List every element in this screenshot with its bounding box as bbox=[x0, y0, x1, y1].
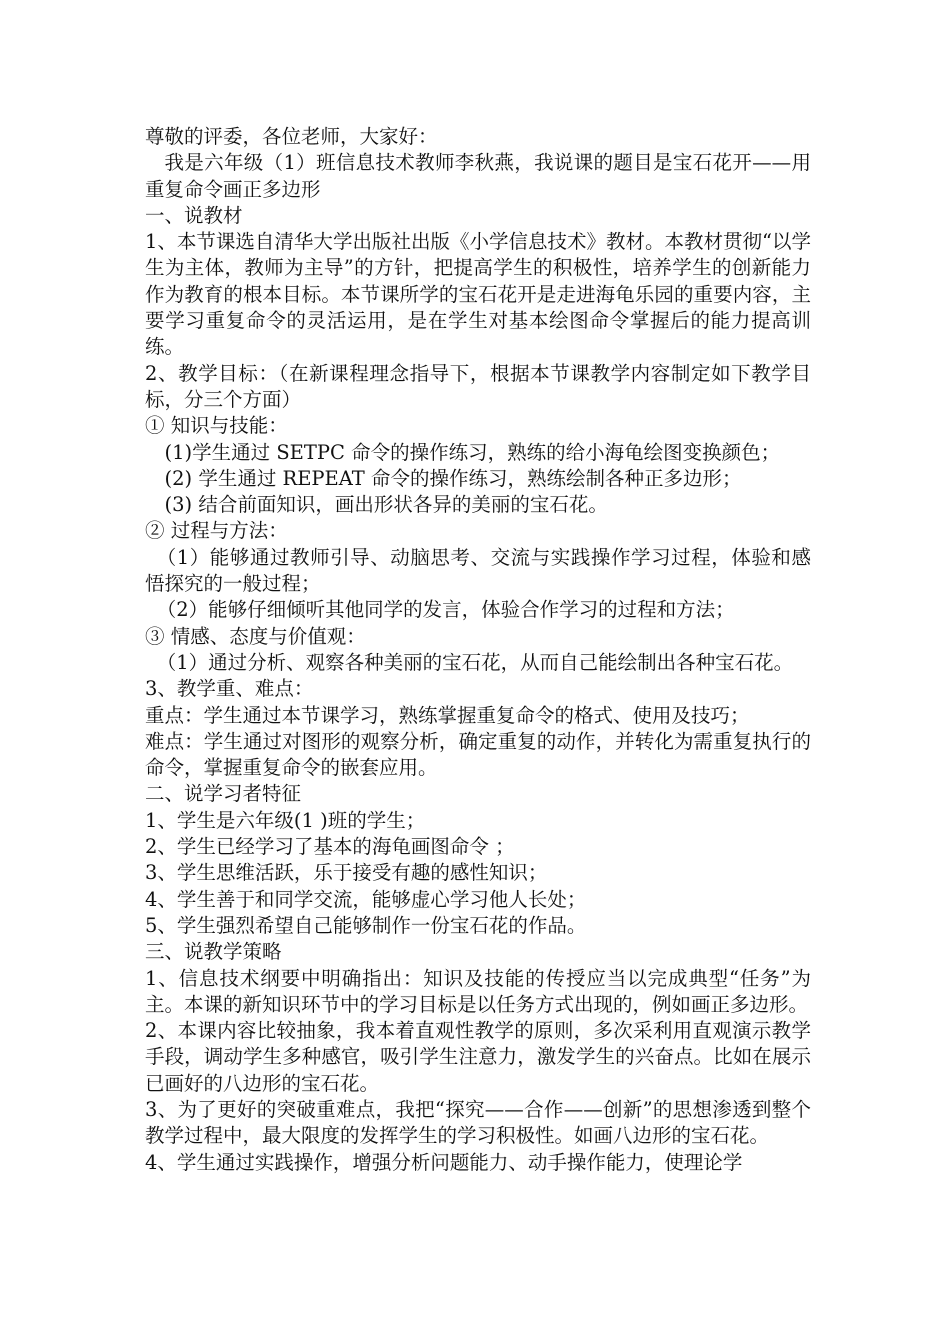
section-heading-strategy: 三、说教学策略 bbox=[145, 940, 282, 964]
teaching-goals-paragraph: 2、教学目标：（在新课程理念指导下，根据本节课教学内容制定如下教学目标，分三个方面） bbox=[145, 361, 811, 411]
process-item-1: （1）能够通过教师引导、动脑思考、交流与实践操作学习过程，体验和感悟探究的一般过程； bbox=[145, 545, 811, 596]
learner-item-3: 3、学生思维活跃，乐于接受有趣的感性知识； bbox=[145, 861, 548, 885]
goal-item-combine: (3) 结合前面知识，画出形状各异的美丽的宝石花。 bbox=[164, 493, 608, 517]
strategy-item-1: 1、信息技术纲要中明确指出：知识及技能的传授应当以完成典型“任务”为主。本课的新知识环节中的学习目标是以任务方式出现的，例如画正多边形。 bbox=[145, 966, 811, 1016]
strategy-item-3: 3、为了更好的突破重难点，我把“探究——合作——创新”的思想渗透到整个教学过程中，最大限度的发挥学生的学习积极性。如画八边形的宝石花。 bbox=[145, 1097, 811, 1148]
learner-item-4: 4、学生善于和同学交流，能够虚心学习他人长处； bbox=[145, 887, 587, 911]
key-points-heading: 3、教学重、难点： bbox=[145, 677, 314, 701]
subheading-process-methods: ② 过程与方法： bbox=[145, 519, 288, 543]
emotion-item-1: （1）通过分析、观察各种美丽的宝石花，从而自己能绘制出各种宝石花。 bbox=[156, 650, 794, 674]
key-point-paragraph: 重点：学生通过本节课学习，熟练掌握重复命令的格式、使用及技巧； bbox=[145, 703, 750, 727]
goal-item-setpc: (1)学生通过 SETPC 命令的操作练习，熟练的给小海龟绘图变换颜色； bbox=[164, 440, 781, 464]
strategy-item-4: 4、学生通过实践操作，增强分析问题能力、动手操作能力，使理论学 bbox=[145, 1150, 743, 1174]
textbook-paragraph: 1、本节课选自清华大学出版社出版《小学信息技术》教材。本教材贯彻“以学生为主体，教师为主导”的方针，把提高学生的积极性，培养学生的创新能力作为教育的根本目标。本节课所学的宝石花开是走进海龟乐园的重要内容，主要学习重复命令的灵活运用，是在学生对基本绘图命令掌握后的能力提高训练。 bbox=[145, 230, 811, 359]
learner-item-1: 1、学生是六年级(1 )班的学生； bbox=[145, 808, 426, 832]
learner-item-5: 5、学生强烈希望自己能够制作一份宝石花的作品。 bbox=[145, 913, 587, 937]
learner-item-2: 2、学生已经学习了基本的海龟画图命令 ； bbox=[145, 835, 515, 859]
strategy-item-2: 2、本课内容比较抽象，我本着直观性教学的原则，多次采利用直观演示教学手段，调动学生多种感官，吸引学生注意力，激发学生的兴奋点。比如在展示已画好的八边形的宝石花。 bbox=[145, 1019, 811, 1095]
subheading-knowledge-skills: ① 知识与技能： bbox=[145, 414, 288, 438]
subheading-emotion-values: ③ 情感、态度与价值观： bbox=[145, 624, 366, 648]
process-item-2: （2）能够仔细倾听其他同学的发言，体验合作学习的过程和方法； bbox=[156, 598, 735, 622]
greeting: 尊敬的评委，各位老师，大家好： bbox=[145, 125, 438, 148]
goal-item-repeat: (2) 学生通过 REPEAT 命令的操作练习，熟练绘制各种正多边形； bbox=[164, 466, 742, 490]
section-heading-textbook: 一、说教材 bbox=[145, 203, 243, 227]
difficulty-paragraph: 难点：学生通过对图形的观察分析，确定重复的动作，并转化为需重复执行的命令，掌握重复命令的嵌套应用。 bbox=[145, 729, 811, 780]
introduction-paragraph: 我是六年级（1）班信息技术教师李秋燕，我说课的题目是宝石花开——用重复命令画正多边形 bbox=[145, 151, 811, 201]
section-heading-learners: 二、说学习者特征 bbox=[145, 782, 302, 806]
document-body bbox=[145, 124, 811, 1176]
